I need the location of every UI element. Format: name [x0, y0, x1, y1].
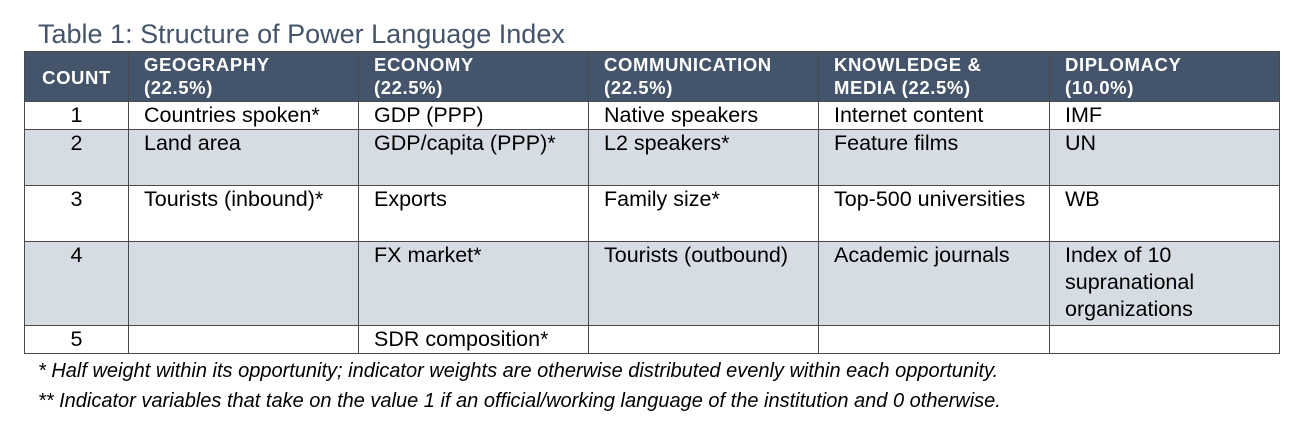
footnote-half-weight: * Half weight within its opportunity; indicator weights are otherwise distributed evenly within each opportunity. [38, 360, 999, 382]
cell-diplomacy: IMF [1050, 102, 1280, 130]
cell-diplomacy: UN [1050, 130, 1280, 186]
header-knowledge-media [819, 52, 1050, 102]
cell-count: 4 [25, 242, 129, 326]
header-geography-name: GEOGRAPHY [144, 54, 270, 75]
cell-economy: Exports [359, 186, 589, 242]
cell-economy: GDP/capita (PPP)* [359, 130, 589, 186]
cell-diplomacy [1050, 326, 1280, 354]
header-knowledge-media-name: KNOWLEDGE & [834, 54, 982, 75]
table-row [25, 186, 1280, 242]
header-communication-name: COMMUNICATION [604, 54, 772, 75]
cell-diplomacy: Index of 10 supranational organizations [1050, 242, 1280, 326]
cell-geography: Countries spoken* [129, 102, 359, 130]
header-knowledge-media-weight: MEDIA (22.5%) [834, 77, 971, 98]
cell-economy: GDP (PPP) [359, 102, 589, 130]
header-geography [129, 52, 359, 102]
header-row [25, 52, 1280, 102]
cell-knowledge-media [819, 326, 1050, 354]
cell-diplomacy: WB [1050, 186, 1280, 242]
table-title: Table 1: Structure of Power Language Index [38, 19, 565, 49]
cell-communication: Native speakers [589, 102, 819, 130]
cell-geography: Tourists (inbound)* [129, 186, 359, 242]
cell-communication: Tourists (outbound) [589, 242, 819, 326]
cell-count: 1 [25, 102, 129, 130]
header-diplomacy-name: DIPLOMACY [1065, 54, 1182, 75]
table-row [25, 326, 1280, 354]
cell-count: 2 [25, 130, 129, 186]
cell-geography: Land area [129, 130, 359, 186]
header-economy-weight: (22.5%) [374, 77, 443, 98]
header-diplomacy [1050, 52, 1280, 102]
header-communication [589, 52, 819, 102]
header-diplomacy-weight: (10.0%) [1065, 77, 1134, 98]
cell-knowledge-media: Top-500 universities [819, 186, 1050, 242]
footnote-indicator-variables: ** Indicator variables that take on the value 1 if an official/working language of the institution and 0 otherwise. [38, 390, 1001, 412]
cell-count: 5 [25, 326, 129, 354]
cell-economy: SDR composition* [359, 326, 589, 354]
header-geography-weight: (22.5%) [144, 77, 213, 98]
cell-communication: L2 speakers* [589, 130, 819, 186]
cell-knowledge-media: Feature films [819, 130, 1050, 186]
cell-geography [129, 326, 359, 354]
cell-knowledge-media: Academic journals [819, 242, 1050, 326]
cell-geography [129, 242, 359, 326]
cell-economy: FX market* [359, 242, 589, 326]
header-count: COUNT [25, 52, 129, 102]
table-row [25, 130, 1280, 186]
cell-communication: Family size* [589, 186, 819, 242]
header-economy [359, 52, 589, 102]
table-row [25, 102, 1280, 130]
header-economy-name: ECONOMY [374, 54, 474, 75]
cell-count: 3 [25, 186, 129, 242]
cell-communication [589, 326, 819, 354]
cell-knowledge-media: Internet content [819, 102, 1050, 130]
power-language-index-table [24, 51, 1280, 354]
header-communication-weight: (22.5%) [604, 77, 673, 98]
table-row [25, 242, 1280, 326]
